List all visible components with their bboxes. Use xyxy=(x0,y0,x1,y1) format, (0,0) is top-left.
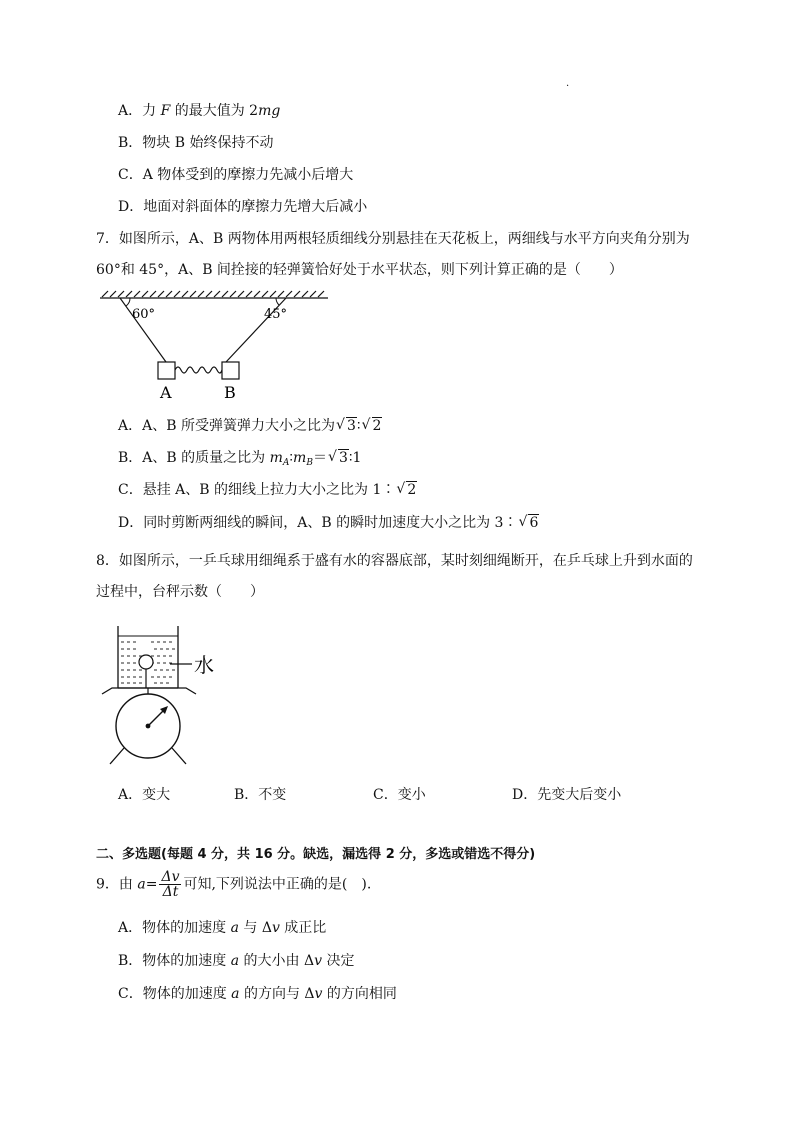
q8-option-a: A．变大 xyxy=(118,787,171,803)
q9-option-c: C．物体的加速度 a 的方向与 Δv 的方向相同 xyxy=(118,986,397,1002)
q9-stem: 9．由 a= $\frac{\Delta v}{\Delta t}$ 可知,下列说法中正确的是( ). xyxy=(96,869,372,900)
q8-option-c: C．变小 xyxy=(373,787,426,803)
q7-option-d: D．同时剪断两细线的瞬间，A、B 的瞬时加速度大小之比为 3∶√ 6 xyxy=(118,513,539,533)
block-b xyxy=(222,362,239,379)
q7-stem-line1: 7．如图所示，A、B 两物体用两根轻质细线分别悬挂在天花板上，两细线与水平方向夹角分别为 xyxy=(96,231,690,247)
q8-option-b: B．不变 xyxy=(234,787,287,803)
q8-stem-line1: 8．如图所示，一乒乓球用细绳系于盛有水的容器底部，某时刻细绳断开，在乒乓球上升到水面的 xyxy=(96,553,693,569)
scale-leg-left xyxy=(110,748,124,764)
q7-figure xyxy=(96,290,336,402)
q9-option-b: B．物体的加速度 a 的大小由 Δv 决定 xyxy=(118,953,355,969)
q6-option-c: C．A 物体受到的摩擦力先减小后增大 xyxy=(118,167,354,183)
angle-arc-left xyxy=(126,298,130,306)
block-a xyxy=(158,362,175,379)
spring xyxy=(175,367,222,373)
q8-figure xyxy=(96,622,236,772)
ceiling xyxy=(100,291,328,298)
section-heading: 二、多选题(每题 4 分，共 16 分。缺选，漏选得 2 分，多选或错选不得分) xyxy=(96,847,536,862)
angle-arc-right xyxy=(276,298,279,305)
q7-option-b: B．A、B 的质量之比为 $m_A∶m_B=√$ 3∶1 xyxy=(118,448,361,473)
angle-label-left: 60° xyxy=(132,307,156,322)
q9-fraction: $\frac{\Delta v}{\Delta t}$ xyxy=(161,869,180,900)
label-b: B xyxy=(224,383,236,402)
scale-platform xyxy=(102,688,196,694)
q6-option-b: B．物块 B 始终保持不动 xyxy=(118,135,274,151)
scale-leg-right xyxy=(172,748,186,764)
water-label: 水 xyxy=(194,653,214,677)
q6-option-d: D．地面对斜面体的摩擦力先增大后减小 xyxy=(118,199,368,215)
angle-label-right: 45° xyxy=(264,307,288,322)
q6-option-a: A．力 F 的最大值为 2mg xyxy=(118,103,281,119)
q7-option-a: A．A、B 所受弹簧弹力大小之比为√ 3∶√ 2 xyxy=(118,416,382,436)
label-a: A xyxy=(160,383,172,402)
q8-option-d: D．先变大后变小 xyxy=(512,787,622,803)
q9-option-a: A．物体的加速度 a 与 Δv 成正比 xyxy=(118,920,327,936)
q8-stem-line2: 过程中，台秤示数（ ） xyxy=(96,584,264,600)
corner-mark: . xyxy=(566,78,570,89)
ping-pong-ball xyxy=(139,655,153,669)
q7-stem-line2: 60°和 45°，A、B 间拴接的轻弹簧恰好处于水平状态，则下列计算正确的是（ ） xyxy=(96,262,623,278)
q7-option-c: C．悬挂 A、B 的细线上拉力大小之比为 1∶√ 2 xyxy=(118,480,417,500)
